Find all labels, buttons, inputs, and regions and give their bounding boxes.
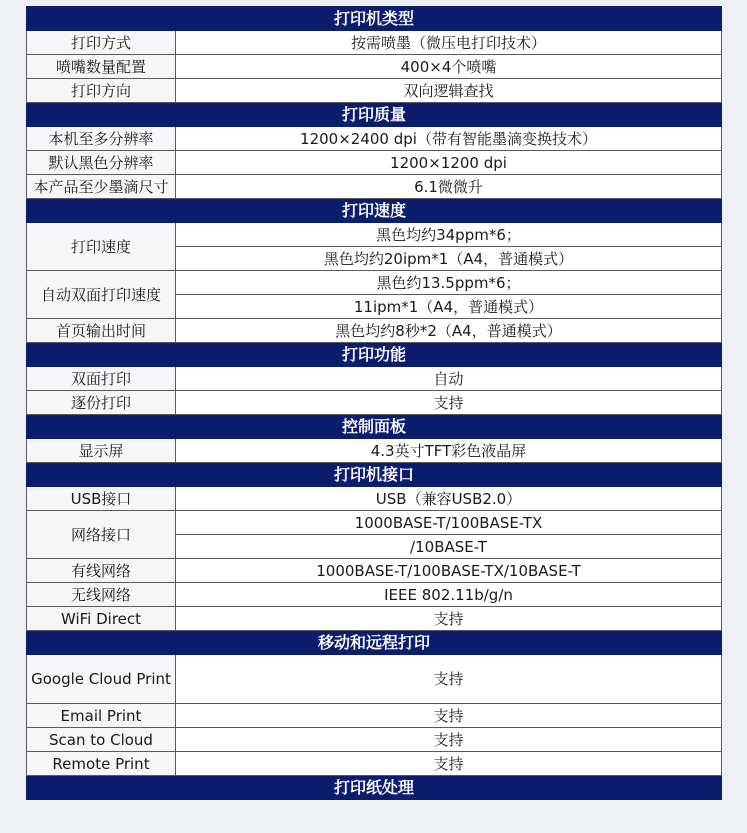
section-title: 打印机接口 [27, 463, 722, 487]
section-header-row [27, 631, 722, 655]
section-header-row [27, 415, 722, 439]
spec-value: 黑色均约20ipm*1（A4，普通模式） [176, 247, 722, 271]
spec-label: 打印速度 [27, 223, 176, 271]
spec-label: 默认黑色分辨率 [27, 151, 176, 175]
spec-row [27, 511, 722, 535]
spec-label: Google Cloud Print [27, 655, 176, 704]
spec-label: 打印方向 [27, 79, 176, 103]
spec-value: /10BASE-T [176, 535, 722, 559]
spec-label: 双面打印 [27, 367, 176, 391]
section-title: 打印功能 [27, 343, 722, 367]
spec-row [27, 559, 722, 583]
section-title: 打印机类型 [27, 7, 722, 31]
section-header-row [27, 7, 722, 31]
spec-row [27, 655, 722, 704]
spec-label: 本产品至少墨滴尺寸 [27, 175, 176, 199]
section-header-row [27, 199, 722, 223]
spec-value: 6.1微微升 [176, 175, 722, 199]
spec-row [27, 728, 722, 752]
spec-table-body [27, 7, 722, 800]
spec-value: 黑色均约34ppm*6； [176, 223, 722, 247]
spec-row [27, 607, 722, 631]
spec-row [27, 704, 722, 728]
spec-value: 支持 [176, 655, 722, 704]
spec-row [27, 223, 722, 247]
spec-value: 1200×1200 dpi [176, 151, 722, 175]
spec-label: Remote Print [27, 752, 176, 776]
spec-row [27, 487, 722, 511]
spec-row [27, 439, 722, 463]
spec-row [27, 31, 722, 55]
spec-value: 11ipm*1（A4，普通模式） [176, 295, 722, 319]
section-title: 移动和远程打印 [27, 631, 722, 655]
spec-row [27, 367, 722, 391]
spec-value: 双向逻辑查找 [176, 79, 722, 103]
spec-value: 支持 [176, 752, 722, 776]
spec-label: 无线网络 [27, 583, 176, 607]
section-header-row [27, 103, 722, 127]
spec-row [27, 79, 722, 103]
section-header-row [27, 463, 722, 487]
spec-row [27, 175, 722, 199]
spec-row [27, 752, 722, 776]
spec-value: IEEE 802.11b/g/n [176, 583, 722, 607]
spec-value: 支持 [176, 391, 722, 415]
spec-label: WiFi Direct [27, 607, 176, 631]
spec-label: 显示屏 [27, 439, 176, 463]
spec-value: 黑色约13.5ppm*6； [176, 271, 722, 295]
section-header-row [27, 343, 722, 367]
spec-value: 支持 [176, 607, 722, 631]
spec-label: Scan to Cloud [27, 728, 176, 752]
section-header-row [27, 776, 722, 800]
spec-value: 1000BASE-T/100BASE-TX/10BASE-T [176, 559, 722, 583]
spec-row [27, 151, 722, 175]
section-title: 打印速度 [27, 199, 722, 223]
spec-value: 支持 [176, 728, 722, 752]
spec-label: Email Print [27, 704, 176, 728]
spec-label: 有线网络 [27, 559, 176, 583]
spec-label: 喷嘴数量配置 [27, 55, 176, 79]
spec-label: 网络接口 [27, 511, 176, 559]
spec-value: 1200×2400 dpi（带有智能墨滴变换技术） [176, 127, 722, 151]
spec-value: 支持 [176, 704, 722, 728]
spec-row [27, 583, 722, 607]
spec-label: 逐份打印 [27, 391, 176, 415]
spec-row [27, 271, 722, 295]
section-title: 控制面板 [27, 415, 722, 439]
spec-table [26, 6, 722, 800]
spec-label: 本机至多分辨率 [27, 127, 176, 151]
spec-value: 按需喷墨（微压电打印技术） [176, 31, 722, 55]
spec-value: 4.3英寸TFT彩色液晶屏 [176, 439, 722, 463]
spec-value: 1000BASE-T/100BASE-TX [176, 511, 722, 535]
section-title: 打印质量 [27, 103, 722, 127]
spec-row [27, 391, 722, 415]
spec-value: USB（兼容USB2.0） [176, 487, 722, 511]
spec-label: 自动双面打印速度 [27, 271, 176, 319]
spec-label: 打印方式 [27, 31, 176, 55]
spec-row [27, 127, 722, 151]
spec-value: 自动 [176, 367, 722, 391]
spec-value: 黑色均约8秒*2（A4，普通模式） [176, 319, 722, 343]
spec-row [27, 319, 722, 343]
spec-value: 400×4个喷嘴 [176, 55, 722, 79]
spec-row [27, 55, 722, 79]
spec-label: USB接口 [27, 487, 176, 511]
section-title: 打印纸处理 [27, 776, 722, 800]
spec-label: 首页输出时间 [27, 319, 176, 343]
